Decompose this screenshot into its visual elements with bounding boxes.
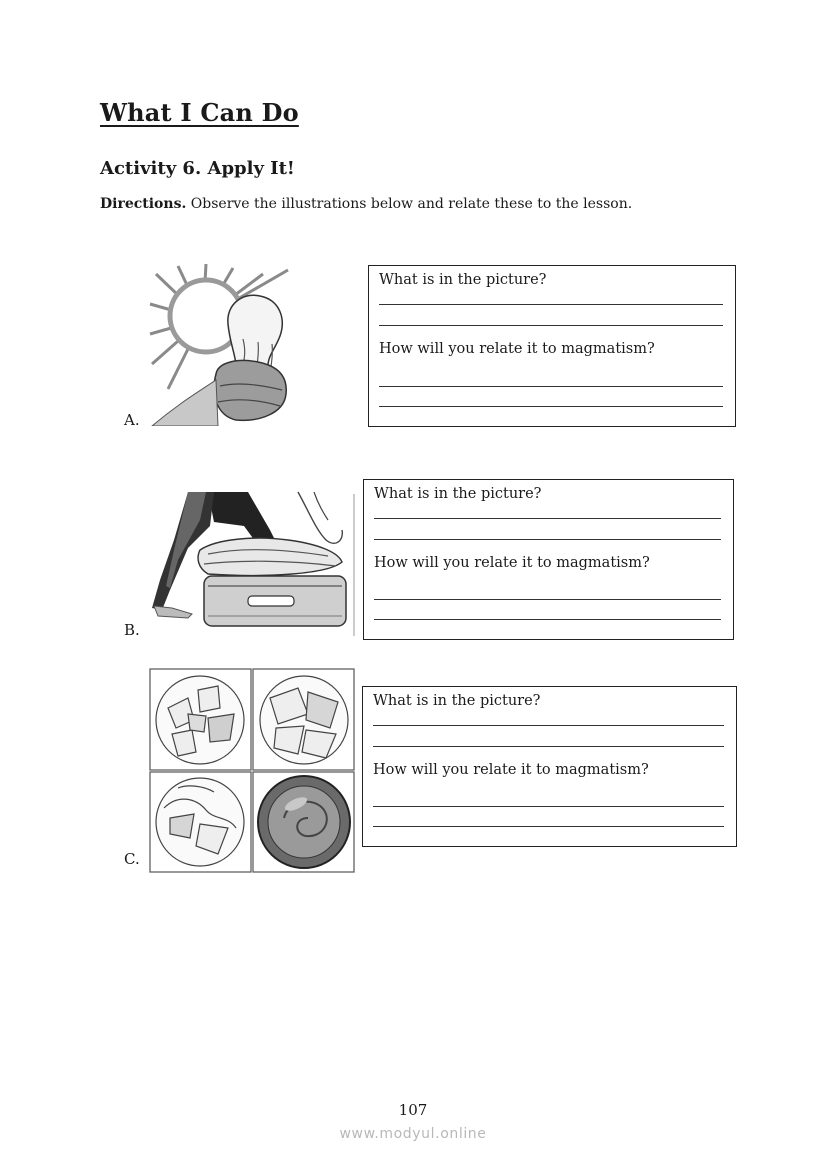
answer-line[interactable] [373, 826, 724, 827]
answer-line[interactable] [374, 619, 721, 620]
question-what-in-picture: What is in the picture? [373, 693, 541, 709]
directions [100, 196, 632, 212]
answer-box-c [362, 686, 737, 847]
question-relate-magmatism: How will you relate it to magmatism? [379, 341, 655, 357]
sun-melting-figure-icon [148, 264, 290, 426]
activity-title: Activity 6. Apply It! [100, 158, 295, 179]
page-number: 107 [398, 1101, 428, 1119]
item-c-label: C. [124, 850, 140, 868]
question-relate-magmatism: How will you relate it to magmatism? [374, 555, 650, 571]
directions-text: Observe the illustrations below and relate these to the lesson. [186, 196, 633, 212]
answer-line[interactable] [374, 599, 721, 600]
item-b-label: B. [124, 621, 140, 639]
answer-line[interactable] [379, 325, 723, 326]
watermark: www.modyul.online [339, 1126, 487, 1142]
answer-line[interactable] [379, 304, 723, 305]
crystals-to-melt-panels-icon [148, 668, 356, 873]
answer-box-b [363, 479, 734, 640]
question-what-in-picture: What is in the picture? [379, 272, 547, 288]
answer-line[interactable] [374, 539, 721, 540]
answer-line[interactable] [379, 406, 723, 407]
answer-line[interactable] [379, 386, 723, 387]
answer-box-a [368, 265, 736, 427]
item-a-label: A. [124, 411, 140, 429]
section-heading: What I Can Do [100, 98, 299, 127]
question-relate-magmatism: How will you relate it to magmatism? [373, 762, 649, 778]
answer-line[interactable] [373, 806, 724, 807]
answer-line[interactable] [374, 518, 721, 519]
question-what-in-picture: What is in the picture? [374, 486, 542, 502]
person-pressing-suitcase-icon [148, 490, 358, 636]
answer-line[interactable] [373, 746, 724, 747]
directions-label: Directions. [100, 196, 187, 212]
answer-line[interactable] [373, 725, 724, 726]
